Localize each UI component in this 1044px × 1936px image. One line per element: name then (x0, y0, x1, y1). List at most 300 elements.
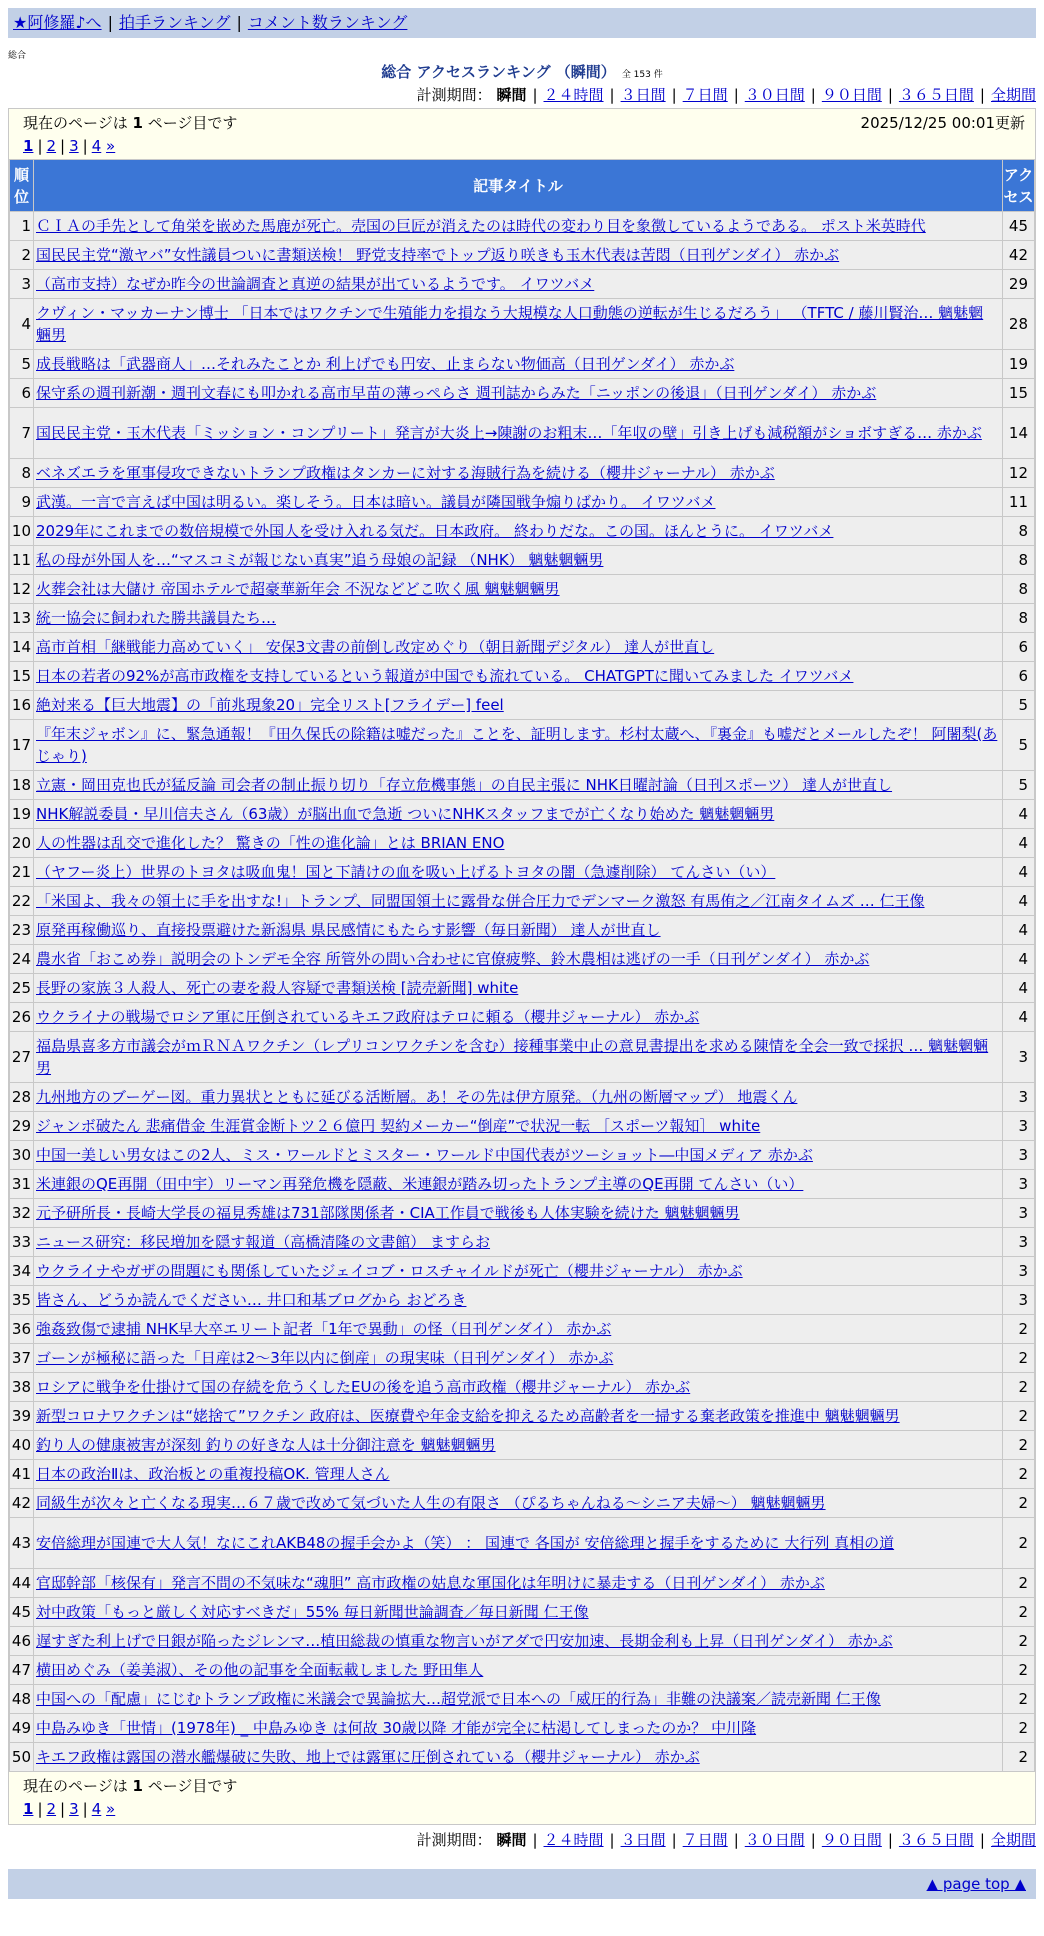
period-option: 瞬間 (496, 86, 527, 104)
title-cell (34, 546, 1003, 575)
access-count-cell: 15 (1003, 379, 1035, 408)
nav-separator: | (236, 13, 242, 32)
article-link[interactable]: 新型コロナワクチンは“姥捨て”ワクチン 政府は、医療費や年金支給を抑えるため高齢者を一掃する棄老政策を推進中 魑魅魍魎男 (36, 1407, 900, 1425)
article-link[interactable]: 人の性器は乱交で進化した？ 驚きの「性の進化論」とは BRIAN ENO (36, 834, 505, 852)
table-row (10, 459, 1035, 488)
title-cell (34, 720, 1003, 771)
table-row (10, 691, 1035, 720)
article-link[interactable]: ウクライナの戦場でロシア軍に圧倒されているキエフ政府はテロに頼る（櫻井ジャーナル） 赤かぶ (36, 1008, 700, 1026)
table-row (10, 299, 1035, 350)
table-row (10, 1598, 1035, 1627)
access-count-cell: 6 (1003, 633, 1035, 662)
title-cell (34, 379, 1003, 408)
page-link[interactable]: 2 (46, 1800, 57, 1818)
access-count-cell: 19 (1003, 350, 1035, 379)
rank-cell: 10 (10, 517, 34, 546)
table-row (10, 1199, 1035, 1228)
article-link[interactable]: 日本の政治Ⅱは、政治板との重複投稿OK. 管理人さん (36, 1465, 390, 1483)
rank-cell: 22 (10, 887, 34, 916)
access-count-cell: 2 (1003, 1460, 1035, 1489)
rank-cell: 45 (10, 1598, 34, 1627)
title-cell (34, 575, 1003, 604)
rank-cell: 12 (10, 575, 34, 604)
table-row (10, 1032, 1035, 1083)
period-option[interactable]: ７日間 (682, 86, 728, 104)
rank-cell: 43 (10, 1518, 34, 1569)
article-link[interactable]: 立憲・岡田克也氏が猛反論 司会者の制止振り切り「存立危機事態」の自民主張に NHK日曜討論（日刊スポーツ） 達人が世直し (36, 776, 893, 794)
rank-cell: 7 (10, 408, 34, 459)
article-link[interactable]: キエフ政権は露国の潜水艦爆破に失敗、地上では露軍に圧倒されている（櫻井ジャーナル） 赤かぶ (36, 1748, 700, 1766)
table-row (10, 1112, 1035, 1141)
ranking-table (9, 159, 1035, 1772)
table-row (10, 1627, 1035, 1656)
title-cell (34, 1032, 1003, 1083)
period-option[interactable]: ３０日間 (744, 1831, 805, 1849)
table-row (10, 829, 1035, 858)
access-count-cell: 4 (1003, 858, 1035, 887)
total-count: 全 153 件 (621, 70, 663, 80)
title-cell (34, 1685, 1003, 1714)
article-link[interactable]: 絶対来る【巨大地震】の「前兆現象20」完全リスト[フライデー] feel (36, 696, 504, 714)
rank-cell: 15 (10, 662, 34, 691)
rank-cell: 6 (10, 379, 34, 408)
page-link[interactable]: 3 (69, 137, 79, 155)
article-link[interactable]: 福島県喜多方市議会がｍＲＮＡワクチン（レプリコンワクチンを含む）接種事業中止の意見書提出を求める陳情を全会一致で採択 … 魑魅魍魎男 (36, 1037, 989, 1077)
access-count-cell: 5 (1003, 771, 1035, 800)
access-count-cell: 2 (1003, 1598, 1035, 1627)
period-separator: | (733, 1831, 739, 1849)
title-cell (34, 916, 1003, 945)
access-count-cell: 8 (1003, 517, 1035, 546)
access-count-cell: 2 (1003, 1518, 1035, 1569)
rank-cell: 44 (10, 1569, 34, 1598)
title-cell (34, 1315, 1003, 1344)
title-cell (34, 1083, 1003, 1112)
page-link[interactable]: 4 (91, 137, 102, 155)
article-link[interactable]: 国民民主党・玉木代表「ミッション・コンプリート」発言が大炎上→陳謝のお粗末…「年収の壁」引き上げも減税額がショボすぎる… 赤かぶ (36, 424, 982, 442)
table-row (10, 1569, 1035, 1598)
rank-cell: 4 (10, 299, 34, 350)
title-cell (34, 1460, 1003, 1489)
access-count-cell: 3 (1003, 1032, 1035, 1083)
article-link[interactable]: 「米国よ、我々の領土に手を出すな!」トランプ、同盟国領土に露骨な併合圧力でデンマーク激怒 有馬侑之／江南タイムズ … 仁王像 (36, 892, 925, 910)
article-link[interactable]: 強姦致傷で逮捕 NHK早大卒エリート記者「1年で異動」の怪（日刊ゲンダイ） 赤かぶ (36, 1320, 612, 1338)
period-option[interactable]: ３６５日間 (898, 86, 974, 104)
rank-cell: 47 (10, 1656, 34, 1685)
table-row (10, 546, 1035, 575)
title-cell (34, 299, 1003, 350)
period-separator: | (609, 1831, 615, 1849)
table-row (10, 1714, 1035, 1743)
period-option[interactable]: 全期間 (990, 1831, 1036, 1849)
article-link[interactable]: ベネズエラを軍事侵攻できないトランプ政権はタンカーに対する海賊行為を続ける（櫻井ジャーナル） 赤かぶ (36, 464, 775, 482)
rank-cell: 30 (10, 1141, 34, 1170)
period-option[interactable]: ３日間 (620, 1831, 666, 1849)
period-separator: | (887, 1831, 893, 1849)
rank-cell: 24 (10, 945, 34, 974)
article-link[interactable]: 対中政策「もっと厳しく対応すべきだ」55% 毎日新聞世論調査／毎日新聞 仁王像 (36, 1603, 589, 1621)
title-cell (34, 1714, 1003, 1743)
article-link[interactable]: 釣り人の健康被害が深刻 釣りの好きな人は十分御注意を 魑魅魍魎男 (36, 1436, 496, 1454)
period-option: 瞬間 (496, 1831, 527, 1849)
article-link[interactable]: 九州地方のブーゲー図。重力異状とともに延びる活断層。あ！その先は伊方原発。（九州の断層マップ） 地震くん (36, 1088, 798, 1106)
page-info-bottom (9, 1772, 1035, 1824)
access-count-cell: 4 (1003, 974, 1035, 1003)
rank-cell: 3 (10, 270, 34, 299)
article-link[interactable]: 中国一美しい男女はこの2人、ミス・ワールドとミスター・ワールド中国代表がツーショット―中国メディア 赤かぶ (36, 1146, 813, 1164)
title-cell (34, 1627, 1003, 1656)
access-count-cell: 11 (1003, 488, 1035, 517)
access-count-cell: 3 (1003, 1257, 1035, 1286)
access-count-cell: 42 (1003, 241, 1035, 270)
applause-ranking-link[interactable]: 拍手ランキング (118, 13, 231, 32)
page-link[interactable]: 1 (23, 1800, 34, 1818)
period-option[interactable]: ７日間 (682, 1831, 728, 1849)
page-top-link[interactable]: ▲ page top ▲ (926, 1875, 1026, 1893)
article-link[interactable]: 成長戦略は「武器商人」…それみたことか 利上げでも円安、止まらない物価高（日刊ゲンダイ） 赤かぶ (36, 355, 735, 373)
access-count-cell: 3 (1003, 1170, 1035, 1199)
article-link[interactable]: 中島みゆき「世情」(1978年) _ 中島みゆき は何故 30歳以降 才能が完全に枯渇してしまったのか？ 中川隆 (36, 1719, 757, 1737)
title-cell (34, 488, 1003, 517)
rank-cell: 32 (10, 1199, 34, 1228)
table-row (10, 1402, 1035, 1431)
title-cell (34, 517, 1003, 546)
page-title (0, 62, 1044, 82)
title-cell (34, 662, 1003, 691)
table-row (10, 1518, 1035, 1569)
table-row (10, 945, 1035, 974)
period-separator: | (810, 86, 816, 104)
rank-cell: 41 (10, 1460, 34, 1489)
table-row (10, 1257, 1035, 1286)
article-link[interactable]: ゴーンが極秘に語った「日産は2～3年以内に倒産」の現実味（日刊ゲンダイ） 赤かぶ (36, 1349, 614, 1367)
access-count-cell: 4 (1003, 1003, 1035, 1032)
article-link[interactable]: 遅すぎた利上げで日銀が陥ったジレンマ…植田総裁の慎重な物言いがアダで円安加速、長期金利も上昇（日刊ゲンダイ） 赤かぶ (36, 1632, 893, 1650)
rank-cell: 42 (10, 1489, 34, 1518)
table-row (10, 633, 1035, 662)
title-cell (34, 1286, 1003, 1315)
access-count-cell: 29 (1003, 270, 1035, 299)
title-cell (34, 829, 1003, 858)
rank-cell: 48 (10, 1685, 34, 1714)
period-option[interactable]: ９０日間 (821, 86, 882, 104)
title-cell (34, 858, 1003, 887)
access-count-cell: 2 (1003, 1714, 1035, 1743)
article-link[interactable]: クヴィン・マッカーナン博士 「日本ではワクチンで生殖能力を損なう大規模な人口動態の逆転が生じるだろう」 （TFTC / 藤川賢治… 魑魅魍魎男 (36, 304, 984, 344)
period-separator: | (532, 86, 538, 104)
period-option[interactable]: ２４時間 (543, 1831, 604, 1849)
title-cell (34, 1170, 1003, 1199)
title-cell (34, 974, 1003, 1003)
access-count-cell: 4 (1003, 887, 1035, 916)
title-cell (34, 887, 1003, 916)
title-cell (34, 1518, 1003, 1569)
title-cell (34, 459, 1003, 488)
access-count-cell: 3 (1003, 1286, 1035, 1315)
rank-cell: 8 (10, 459, 34, 488)
current-page-text: 現在のページは 1 ページ目です (23, 1777, 238, 1795)
page-separator: | (60, 1800, 66, 1818)
article-link[interactable]: 火葬会社は大儲け 帝国ホテルで超豪華新年会 不況などどこ吹く風 魑魅魍魎男 (36, 580, 560, 598)
table-row (10, 379, 1035, 408)
table-row (10, 1373, 1035, 1402)
table-row (10, 517, 1035, 546)
table-row (10, 720, 1035, 771)
title-cell (34, 1489, 1003, 1518)
article-link[interactable]: 私の母が外国人を…“マスコミが報じない真実”追う母娘の記録 （NHK） 魑魅魍魎男 (36, 551, 604, 569)
rank-cell: 38 (10, 1373, 34, 1402)
article-link[interactable]: NHK解説委員・早川信夫さん（63歳）が脳出血で急逝 ついにNHKスタッフまでが亡くなり始めた 魑魅魍魎男 (36, 805, 775, 823)
rank-cell: 39 (10, 1402, 34, 1431)
article-link[interactable]: （ヤフー炎上）世界のトヨタは吸血鬼！国と下請けの血を吸い上げるトヨタの闇（急遽削除） てんさい（い） (36, 863, 776, 881)
title-cell (34, 241, 1003, 270)
period-separator: | (671, 86, 677, 104)
rank-cell: 23 (10, 916, 34, 945)
title-cell (34, 1141, 1003, 1170)
column-header-access: アクセス (1003, 160, 1035, 212)
table-row (10, 916, 1035, 945)
home-link[interactable]: ★阿修羅♪へ (13, 13, 102, 32)
table-row (10, 1489, 1035, 1518)
rank-cell: 46 (10, 1627, 34, 1656)
page-link[interactable]: 2 (46, 137, 57, 155)
access-count-cell: 12 (1003, 459, 1035, 488)
access-count-cell: 8 (1003, 604, 1035, 633)
access-count-cell: 2 (1003, 1431, 1035, 1460)
article-link[interactable]: 同級生が次々と亡くなる現実…６７歳で改めて気づいた人生の有限さ （ぴるちゃんねる～シニア夫婦～） 魑魅魍魎男 (36, 1494, 826, 1512)
table-row (10, 800, 1035, 829)
page-link[interactable]: 1 (23, 137, 34, 155)
page-separator: | (37, 137, 43, 155)
title-cell (34, 1569, 1003, 1598)
page-separator: | (37, 1800, 43, 1818)
table-row (10, 1460, 1035, 1489)
article-link[interactable]: 横田めぐみ（姜美淑）、その他の記事を全面転載しました 野田隼人 (36, 1661, 484, 1679)
article-link[interactable]: ジャンボ破たん 悲痛借金 生涯賞金断トツ２６億円 契約メーカー“倒産”で状況一転 ［スポーツ報知］ white (36, 1117, 761, 1135)
access-count-cell: 2 (1003, 1402, 1035, 1431)
rank-cell: 34 (10, 1257, 34, 1286)
period-separator: | (609, 86, 615, 104)
bottom-bar (8, 1869, 1036, 1899)
pagination (23, 1798, 1025, 1820)
title-cell (34, 771, 1003, 800)
nav-separator: | (107, 13, 113, 32)
rank-cell: 2 (10, 241, 34, 270)
title-cell (34, 945, 1003, 974)
article-link[interactable]: ロシアに戦争を仕掛けて国の存続を危うくしたEUの後を追う高市政権（櫻井ジャーナル） 赤かぶ (36, 1378, 691, 1396)
current-page-text: 現在のページは 1 ページ目です (23, 114, 238, 132)
title-cell (34, 1373, 1003, 1402)
period-selector (0, 1827, 1036, 1853)
page-separator: | (82, 1800, 88, 1818)
table-row (10, 1344, 1035, 1373)
table-row (10, 887, 1035, 916)
period-selector (0, 82, 1036, 108)
article-link[interactable]: 原発再稼働巡り、直接投票避けた新潟県 県民感情にもたらす影響（毎日新聞） 達人が世直し (36, 921, 661, 939)
article-link[interactable]: （高市支持）なぜか昨今の世論調査と真逆の結果が出ているようです。 イワツバメ (36, 275, 595, 293)
table-row (10, 488, 1035, 517)
top-nav-bar (8, 8, 1036, 38)
rank-cell: 27 (10, 1032, 34, 1083)
period-separator: | (979, 86, 985, 104)
table-row (10, 662, 1035, 691)
access-count-cell: 2 (1003, 1743, 1035, 1772)
article-link[interactable]: 長野の家族３人殺人、死亡の妻を殺人容疑で書類送検 [読売新聞] white (36, 979, 519, 997)
comment-ranking-link[interactable]: コメント数ランキング (247, 13, 408, 32)
article-link[interactable]: 皆さん、どうか読んでください… 井口和基ブログから おどろき (36, 1291, 467, 1309)
period-option[interactable]: ３日間 (620, 86, 666, 104)
access-count-cell: 45 (1003, 212, 1035, 241)
article-link[interactable]: 中国への「配慮」にじむトランプ政権に米議会で異論拡大…超党派で日本への「威圧的行為」非難の決議案／読売新聞 仁王像 (36, 1690, 881, 1708)
access-count-cell: 2 (1003, 1344, 1035, 1373)
article-link[interactable]: ＣＩＡの手先として角栄を嵌めた馬鹿が死亡。売国の巨匠が消えたのは時代の変わり目を象徴しているようである。 ポスト米英時代 (36, 217, 926, 235)
page-info-top (9, 109, 1035, 159)
access-count-cell: 14 (1003, 408, 1035, 459)
title-cell (34, 350, 1003, 379)
title-cell (34, 212, 1003, 241)
article-link[interactable]: 元予研所長・長崎大学長の福見秀雄は731部隊関係者・CIA工作員で戦後も人体実験を続けた 魑魅魍魎男 (36, 1204, 740, 1222)
rank-cell: 13 (10, 604, 34, 633)
access-count-cell: 4 (1003, 829, 1035, 858)
rank-cell: 25 (10, 974, 34, 1003)
article-link[interactable]: 日本の若者の92%が高市政権を支持しているという報道が中国でも流れている。 CHATGPTに聞いてみました イワツバメ (36, 667, 854, 685)
article-link[interactable]: 農水省「おこめ券」説明会のトンデモ全容 所管外の問い合わせに官僚疲弊、鈴木農相は逃げの一手（日刊ゲンダイ） 赤かぶ (36, 950, 870, 968)
rank-cell: 49 (10, 1714, 34, 1743)
table-row (10, 1743, 1035, 1772)
rank-cell: 18 (10, 771, 34, 800)
title-cell (34, 1402, 1003, 1431)
period-option[interactable]: ３６５日間 (898, 1831, 974, 1849)
access-count-cell: 2 (1003, 1685, 1035, 1714)
table-row (10, 1431, 1035, 1460)
period-separator: | (979, 1831, 985, 1849)
page-separator: | (60, 137, 66, 155)
page-link[interactable]: 4 (91, 1800, 102, 1818)
access-count-cell: 28 (1003, 299, 1035, 350)
article-link[interactable]: 保守系の週刊新潮・週刊文春にも叩かれる高市早苗の薄っぺらさ 週刊誌からみた「ニッポンの後退」（日刊ゲンダイ） 赤かぶ (36, 384, 877, 402)
period-separator: | (810, 1831, 816, 1849)
access-count-cell: 8 (1003, 575, 1035, 604)
table-row (10, 1003, 1035, 1032)
period-label: 計測期間： (416, 1831, 497, 1849)
article-link[interactable]: 官邸幹部「核保有」発言不問の不気味な“魂胆” 高市政権の姑息な軍国化は年明けに暴走する（日刊ゲンダイ） 赤かぶ (36, 1574, 825, 1592)
period-option[interactable]: ２４時間 (543, 86, 604, 104)
title-cell (34, 1228, 1003, 1257)
article-link[interactable]: 米連銀のQE再開（田中宇）リーマン再発危機を隠蔽、米連銀が踏み切ったトランプ主導のQE再開 てんさい（い） (36, 1175, 804, 1193)
table-row (10, 1685, 1035, 1714)
title-cell (34, 1003, 1003, 1032)
table-row (10, 1141, 1035, 1170)
next-page-link[interactable]: » (106, 1800, 116, 1818)
access-count-cell: 2 (1003, 1569, 1035, 1598)
period-label: 計測期間： (416, 86, 497, 104)
article-link[interactable]: 2029年にこれまでの数倍規模で外国人を受け入れる気だ。日本政府。 終わりだな。この国。ほんとうに。 イワツバメ (36, 522, 834, 540)
access-count-cell: 3 (1003, 1141, 1035, 1170)
table-row (10, 1083, 1035, 1112)
rank-cell: 40 (10, 1431, 34, 1460)
rank-cell: 26 (10, 1003, 34, 1032)
title-cell (34, 604, 1003, 633)
rank-cell: 28 (10, 1083, 34, 1112)
article-link[interactable]: 統一協会に飼われた勝共議員たち… (36, 609, 277, 627)
access-count-cell: 6 (1003, 662, 1035, 691)
table-row (10, 350, 1035, 379)
access-count-cell: 2 (1003, 1627, 1035, 1656)
rank-cell: 21 (10, 858, 34, 887)
title-cell (34, 1656, 1003, 1685)
article-link[interactable]: 国民民主党“激ヤバ”女性議員ついに書類送検！ 野党支持率でトップ返り咲きも玉木代表は苦悶（日刊ゲンダイ） 赤かぶ (36, 246, 840, 264)
table-row (10, 604, 1035, 633)
article-link[interactable]: ウクライナやガザの問題にも関係していたジェイコブ・ロスチャイルドが死亡（櫻井ジャーナル） 赤かぶ (36, 1262, 743, 1280)
next-page-link[interactable]: » (106, 137, 116, 155)
access-count-cell: 4 (1003, 916, 1035, 945)
article-link[interactable]: 安倍総理が国連で大人気！なにこれAKB48の握手会かよ（笑） ： 国連で 各国が 安倍総理と握手をするために 大行列 真相の道 (36, 1534, 895, 1552)
table-row (10, 575, 1035, 604)
period-option[interactable]: ３０日間 (744, 86, 805, 104)
table-row (10, 974, 1035, 1003)
rank-cell: 14 (10, 633, 34, 662)
table-row (10, 270, 1035, 299)
article-link[interactable]: 『年末ジャボン』に、緊急通報！『田久保氏の除籍は嘘だった』ことを、証明します。杉村太蔵へ、『裏金』も嘘だとメールしたぞ！ 阿闍梨(あじゃり) (36, 725, 998, 765)
rank-cell: 9 (10, 488, 34, 517)
rank-cell: 17 (10, 720, 34, 771)
rank-cell: 29 (10, 1112, 34, 1141)
article-link[interactable]: ニュース研究：移民増加を隠す報道（高橋清隆の文書館） ますらお (36, 1233, 491, 1251)
column-header-title: 記事タイトル (34, 160, 1003, 212)
access-count-cell: 2 (1003, 1656, 1035, 1685)
rank-cell: 31 (10, 1170, 34, 1199)
access-count-cell: 4 (1003, 800, 1035, 829)
access-count-cell: 3 (1003, 1112, 1035, 1141)
rank-cell: 5 (10, 350, 34, 379)
article-link[interactable]: 武漢。一言で言えば中国は明るい。楽しそう。日本は暗い。議員が隣国戦争煽りばかり。 イワツバメ (36, 493, 716, 511)
title-cell (34, 1199, 1003, 1228)
page-separator: | (82, 137, 88, 155)
table-row (10, 1315, 1035, 1344)
rank-cell: 36 (10, 1315, 34, 1344)
rank-cell: 16 (10, 691, 34, 720)
period-separator: | (887, 86, 893, 104)
table-row (10, 212, 1035, 241)
table-row (10, 241, 1035, 270)
ranking-title: 総合 アクセスランキング （瞬間） (381, 63, 616, 81)
access-count-cell: 2 (1003, 1489, 1035, 1518)
title-cell (34, 633, 1003, 662)
article-link[interactable]: 高市首相「継戦能力高めていく」 安保3文書の前倒し改定めぐり（朝日新聞デジタル） 達人が世直し (36, 638, 715, 656)
rank-cell: 20 (10, 829, 34, 858)
period-separator: | (532, 1831, 538, 1849)
title-cell (34, 1112, 1003, 1141)
rank-cell: 50 (10, 1743, 34, 1772)
title-cell (34, 1344, 1003, 1373)
period-option[interactable]: 全期間 (990, 86, 1036, 104)
access-count-cell: 2 (1003, 1315, 1035, 1344)
period-separator: | (733, 86, 739, 104)
rank-cell: 33 (10, 1228, 34, 1257)
table-row (10, 1656, 1035, 1685)
updated-timestamp: 2025/12/25 00:01更新 (860, 114, 1025, 132)
period-option[interactable]: ９０日間 (821, 1831, 882, 1849)
rank-cell: 19 (10, 800, 34, 829)
table-row (10, 1286, 1035, 1315)
title-cell (34, 1431, 1003, 1460)
access-count-cell: 4 (1003, 945, 1035, 974)
title-cell (34, 1743, 1003, 1772)
title-cell (34, 1598, 1003, 1627)
title-cell (34, 691, 1003, 720)
page-link[interactable]: 3 (69, 1800, 79, 1818)
table-row (10, 858, 1035, 887)
